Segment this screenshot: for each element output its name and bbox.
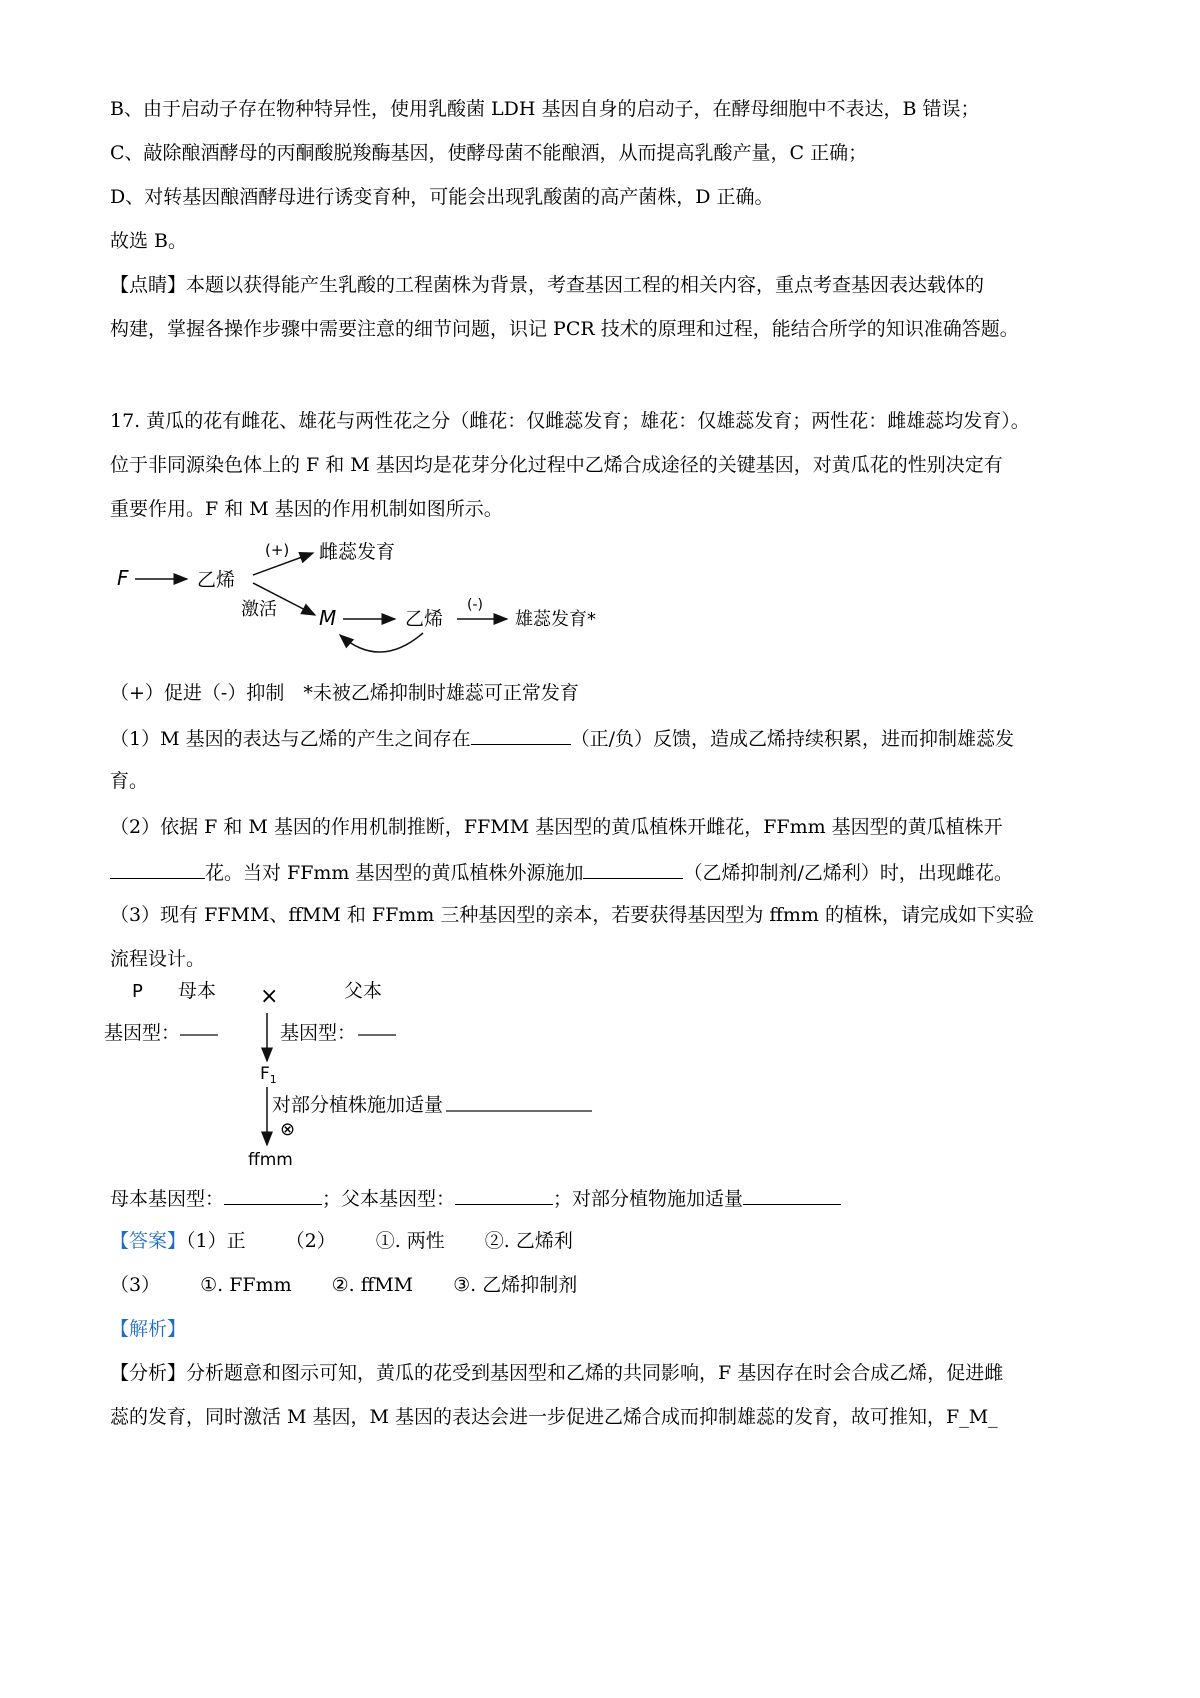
comment-line-1 [110, 272, 984, 298]
answer-blank-6[interactable] [743, 1184, 841, 1205]
answer-blank-1[interactable] [471, 724, 571, 745]
mother-genotype-label: 基因型： [104, 1022, 181, 1044]
q2-text-c: （乙烯抑制剂/乙烯利）时，出现雌花。 [683, 862, 1013, 884]
father-genotype-label: 基因型： [280, 1022, 357, 1044]
answer-blank-5[interactable] [455, 1184, 553, 1205]
answer-blank-2[interactable] [110, 858, 205, 879]
q1-line-1 [110, 724, 1014, 752]
q1-line-2: 育。 [110, 770, 149, 792]
selfing-symbol: ⊗ [280, 1119, 296, 1140]
fenxi-tag: 【分析】 [110, 1362, 187, 1384]
answer-line-1 [110, 1228, 573, 1254]
answer-3a: ①. FFmm [200, 1274, 292, 1296]
comment-text-1: 本题以获得能产生乳酸的工程菌株为背景，考查基因工程的相关内容，重点考查基因表达载体的 [186, 274, 985, 296]
fenxi-text-1: 分析题意和图示可知，黄瓜的花受到基因型和乙烯的共同影响，F 基因存在时会合成乙烯，促进雌 [186, 1362, 1004, 1384]
q17-line-2: 位于非同源染色体上的 F 和 M 基因均是花芽分化过程中乙烯合成途径的关键基因，对黄瓜花的性别决定有 [110, 454, 1003, 476]
q3-fill-line [110, 1184, 841, 1212]
q1-text-a: （1）M 基因的表达与乙烯的产生之间存在 [110, 728, 471, 750]
option-b-text: B、由于启动子存在物种特异性，使用乳酸菌 LDH 基因自身的启动子，在酵母细胞中不表达，B 错误； [110, 98, 980, 120]
ethylene-label-2: 乙烯 [405, 608, 444, 630]
cross-scheme-diagram [100, 975, 620, 1175]
comment-tag: 【点睛】 [110, 274, 187, 296]
answer-tag: 【答案】 [110, 1230, 187, 1252]
ethylene-label-1: 乙烯 [197, 569, 236, 591]
q2-line-1: （2）依据 F 和 M 基因的作用机制推断，FFMM 基因型的黄瓜植株开雌花，FFmm 基因型的黄瓜植株开 [110, 816, 1003, 838]
q1-text-b: （正/负）反馈，造成乙烯持续积累，进而抑制雄蕊发 [570, 728, 1014, 750]
analysis-tag: 【解析】 [110, 1318, 187, 1340]
mother-label: 母本 [178, 980, 217, 1002]
answer-3: （3） [110, 1274, 161, 1296]
gene-m-label: M [319, 606, 337, 630]
q17-line-1: 17. 黄瓜的花有雌花、雄花与两性花之分（雌花：仅雌蕊发育；雄花：仅雄蕊发育；两性花：雌雄蕊均发育）。 [110, 410, 1030, 432]
answer-1: （1）正 [186, 1230, 246, 1252]
option-d-text: D、对转基因酿酒酵母进行诱变育种，可能会出现乳酸菌的高产菌株，D 正确。 [110, 186, 774, 208]
father-label: 父本 [344, 980, 383, 1002]
q3-fill-text-1: 母本基因型： [110, 1188, 225, 1210]
answer-line-2 [110, 1272, 577, 1298]
q2-text-b: 花。当对 FFmm 基因型的黄瓜植株外源施加 [205, 862, 584, 884]
gene-f-label: F [117, 566, 129, 590]
choice-text: 故选 B。 [110, 230, 188, 252]
q3-line-2: 流程设计。 [110, 948, 206, 970]
option-c-text: C、敲除酿酒酵母的丙酮酸脱羧酶基因，使酵母菌不能酿酒，从而提高乳酸产量，C 正确； [110, 142, 868, 164]
q3-fill-text-2: ；父本基因型： [322, 1188, 456, 1210]
ffmm-label: ffmm [248, 1150, 293, 1170]
diagram-legend: （+）促进（-）抑制 *未被乙烯抑制时雄蕊可正常发育 [110, 682, 579, 704]
q3-line-1: （3）现有 FFMM、ffMM 和 FFmm 三种基因型的亲本，若要获得基因型为 ffmm 的植株，请完成如下实验 [110, 904, 1034, 926]
feedback-arrow [340, 633, 423, 652]
q3-fill-text-3: ；对部分植物施加适量 [553, 1188, 744, 1210]
answer-2b: ②. 乙烯利 [484, 1230, 573, 1252]
answer-3c: ③. 乙烯抑制剂 [453, 1274, 578, 1296]
fenxi-line-2: 蕊的发育，同时激活 M 基因，M 基因的表达会进一步促进乙烯合成而抑制雄蕊的发育，故可推知，F_M_ [110, 1406, 998, 1428]
answer-blank-4[interactable] [224, 1184, 322, 1205]
parental-generation-label: P [132, 981, 143, 1002]
cross-symbol: × [260, 984, 279, 1009]
activate-label: 激活 [241, 599, 277, 620]
inhibit-sign: (-) [467, 597, 483, 613]
answer-3b: ②. ffMM [331, 1274, 414, 1296]
mechanism-diagram [105, 535, 665, 670]
answer-2: （2） [285, 1230, 336, 1252]
answer-2a: ①. 两性 [375, 1230, 445, 1252]
f1-label: $F_1$ [260, 1064, 277, 1086]
comment-line-2: 构建，掌握各操作步骤中需要注意的细节问题，识记 PCR 技术的原理和过程，能结合所学的知识准确答题。 [110, 318, 1019, 340]
apply-label: 对部分植株施加适量 [272, 1094, 444, 1116]
q17-line-3: 重要作用。F 和 M 基因的作用机制如图所示。 [110, 498, 503, 520]
q2-line-2 [110, 858, 1013, 886]
promote-sign: (+) [265, 541, 290, 559]
pistil-development-label: 雌蕊发育 [319, 541, 396, 563]
answer-blank-3[interactable] [583, 858, 683, 879]
fenxi-line-1 [110, 1360, 1003, 1386]
stamen-development-label: 雄蕊发育* [515, 609, 596, 630]
